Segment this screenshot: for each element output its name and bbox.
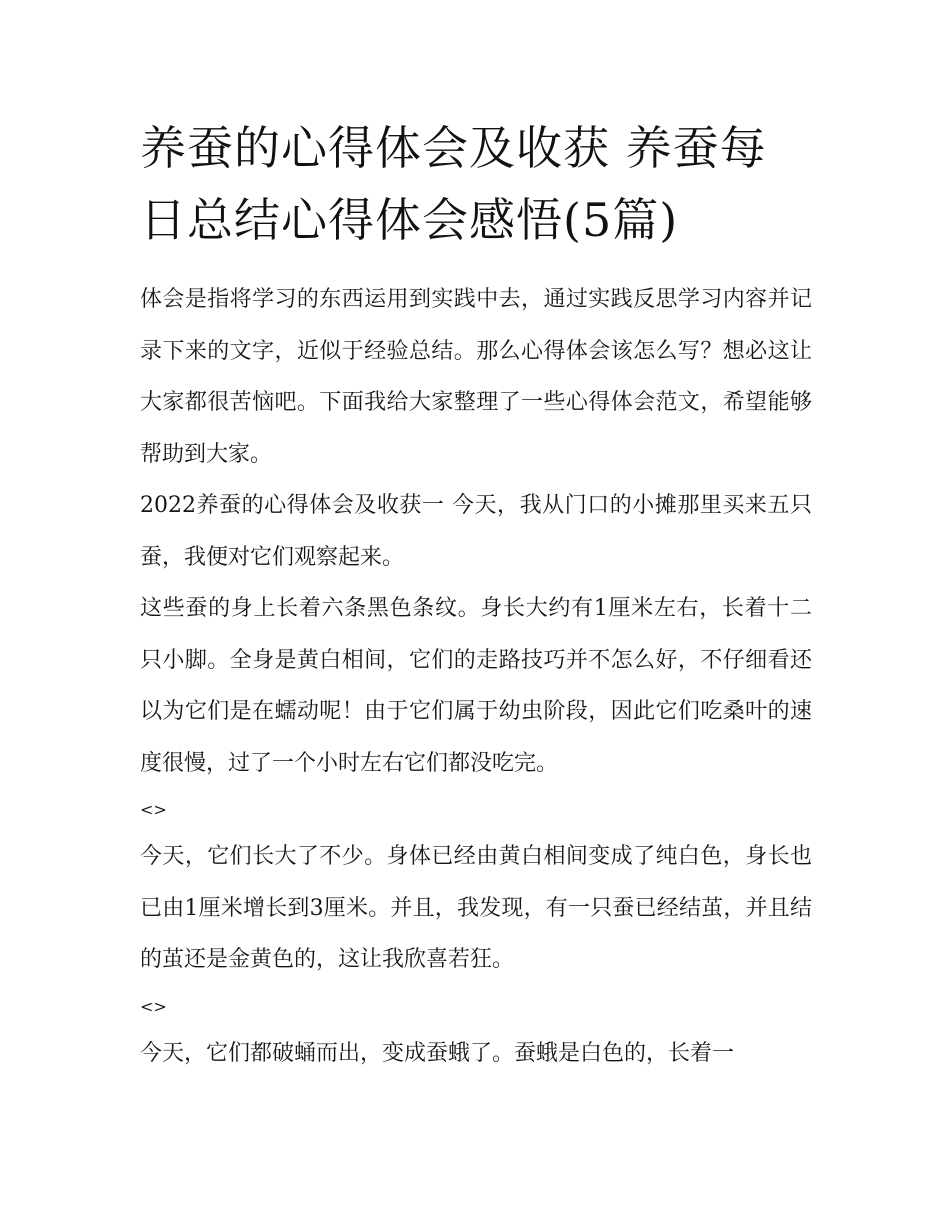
body-paragraph: 这些蚕的身上长着六条黑色条纹。身长大约有1厘米左右，长着十二只小脚。全身是黄白相间，它们的走路技巧并不怎么好，不仔细看还以为它们是在蠕动呢！由于它们属于幼虫阶段，因此它们吃桑叶的速度很慢，过了一个小时左右它们都没吃完。 [140, 596, 812, 776]
body-paragraph: 2022养蚕的心得体会及收获一 今天，我从门口的小摊那里买来五只蚕，我便对它们观察起来。 [140, 493, 812, 570]
section-marker: <> [140, 996, 167, 1016]
document-page [140, 112, 812, 1079]
body-paragraph: 今天，它们都破蛹而出，变成蚕蛾了。蚕蛾是白色的，长着一 [140, 1040, 735, 1066]
document-title: 养蚕的心得体会及收获 养蚕每日总结心得体会感悟(5篇) [140, 121, 767, 247]
intro-paragraph: 体会是指将学习的东西运用到实践中去，通过实践反思学习内容并记录下来的文字，近似于经验总结。那么心得体会该怎么写？想必这让大家都很苦恼吧。下面我给大家整理了一些心得体会范文，希望能够帮助到大家。 [140, 287, 812, 467]
section-marker: <> [140, 800, 167, 819]
body-paragraph: 今天，它们长大了不少。身体已经由黄白相间变成了纯白色，身长也已由1厘米增长到3厘米。并且，我发现，有一只蚕已经结茧，并且结的茧还是金黄色的，这让我欣喜若狂。 [140, 844, 812, 972]
